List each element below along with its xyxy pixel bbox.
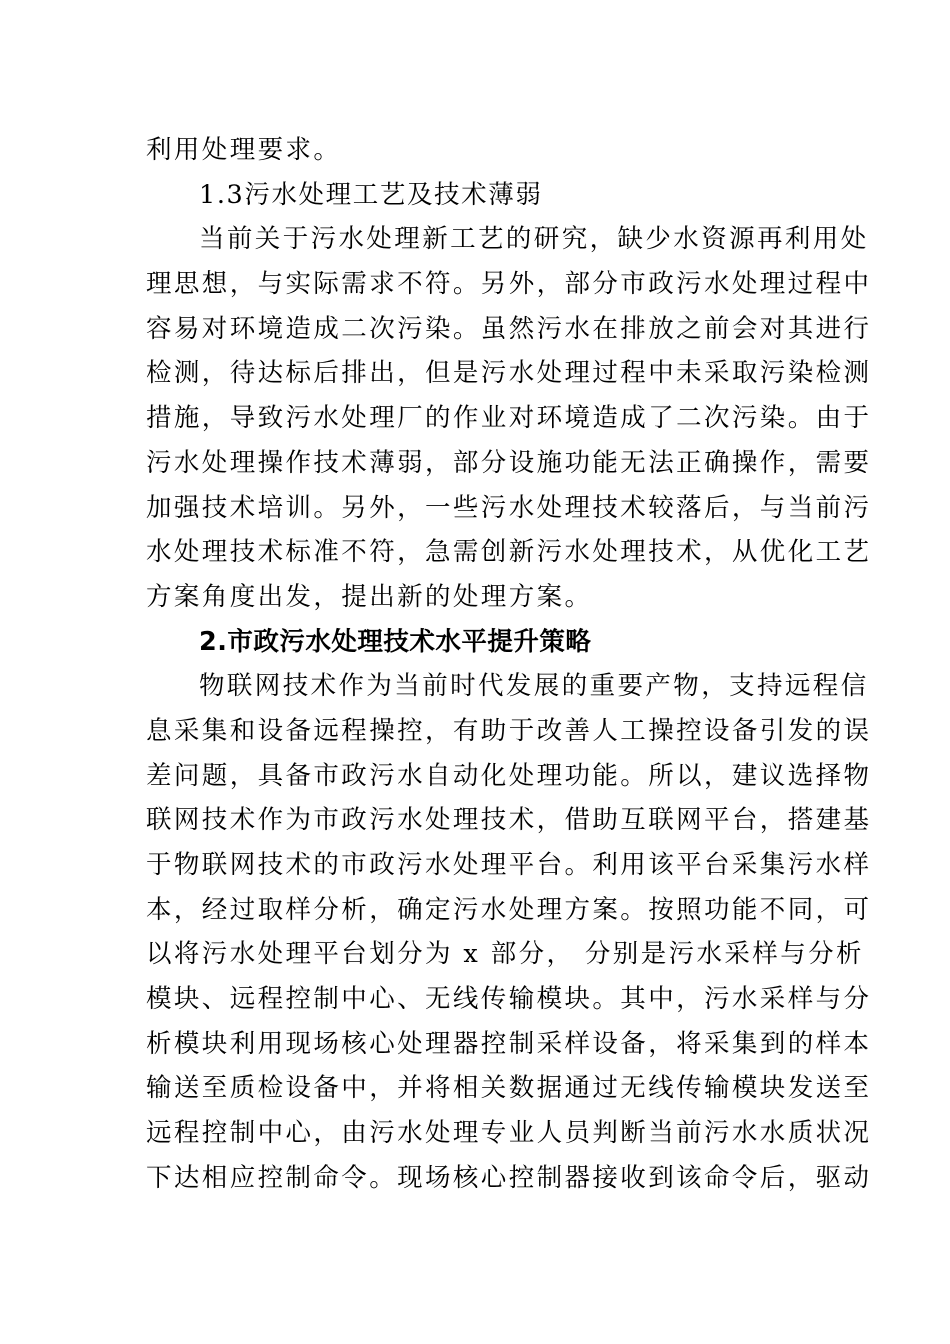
paragraph-line: 本，经过取样分析，确定污水处理方案。按照功能不同，可 bbox=[146, 894, 872, 925]
paragraph-line-continuation: 利用处理要求。 bbox=[146, 135, 342, 165]
paragraph-line: 措施，导致污水处理厂的作业对环境造成了二次污染。由于 bbox=[146, 403, 872, 434]
section-heading-2: 2.市政污水处理技术水平提升策略 bbox=[199, 626, 592, 657]
paragraph-line: 水处理技术标准不符，急需创新污水处理技术，从优化工艺 bbox=[146, 537, 872, 568]
paragraph-line: 理思想，与实际需求不符。另外，部分市政污水处理过程中 bbox=[146, 269, 872, 300]
paragraph-line: 以将污水处理平台划分为 x 部分， 分别是污水采样与分析 bbox=[146, 939, 864, 970]
paragraph-line: 污水处理操作技术薄弱，部分设施功能无法正确操作，需要 bbox=[146, 447, 872, 478]
paragraph-line: 当前关于污水处理新工艺的研究，缺少水资源再利用处 bbox=[199, 224, 869, 255]
paragraph-line: 远程控制中心，由污水处理专业人员判断当前污水水质状况 bbox=[146, 1118, 872, 1149]
paragraph-line: 模块、远程控制中心、无线传输模块。其中，污水采样与分 bbox=[146, 984, 872, 1015]
paragraph-line: 析模块利用现场核心处理器控制采样设备，将采集到的样本 bbox=[146, 1028, 872, 1059]
paragraph-line: 于物联网技术的市政污水处理平台。利用该平台采集污水样 bbox=[146, 850, 872, 880]
paragraph-line: 输送至质检设备中，并将相关数据通过无线传输模块发送至 bbox=[146, 1073, 872, 1104]
paragraph-line: 物联网技术作为当前时代发展的重要产物，支持远程信 bbox=[199, 671, 869, 702]
paragraph-line: 容易对环境造成二次污染。虽然污水在排放之前会对其进行 bbox=[146, 313, 872, 344]
paragraph-line: 加强技术培训。另外，一些污水处理技术较落后，与当前污 bbox=[146, 492, 872, 523]
paragraph-line: 联网技术作为市政污水处理技术，借助互联网平台，搭建基 bbox=[146, 805, 872, 836]
paragraph-line: 下达相应控制命令。现场核心控制器接收到该命令后，驱动 bbox=[146, 1162, 872, 1193]
paragraph-line: 检测，待达标后排出，但是污水处理过程中未采取污染检测 bbox=[146, 358, 872, 389]
paragraph-line: 息采集和设备远程操控，有助于改善人工操控设备引发的误 bbox=[146, 715, 872, 746]
paragraph-line: 方案角度出发，提出新的处理方案。 bbox=[146, 581, 593, 612]
document-page bbox=[146, 128, 872, 1201]
paragraph-line: 差问题，具备市政污水自动化处理功能。所以，建议选择物 bbox=[146, 760, 872, 791]
section-heading-1-3: 1.3污水处理工艺及技术薄弱 bbox=[199, 179, 543, 210]
